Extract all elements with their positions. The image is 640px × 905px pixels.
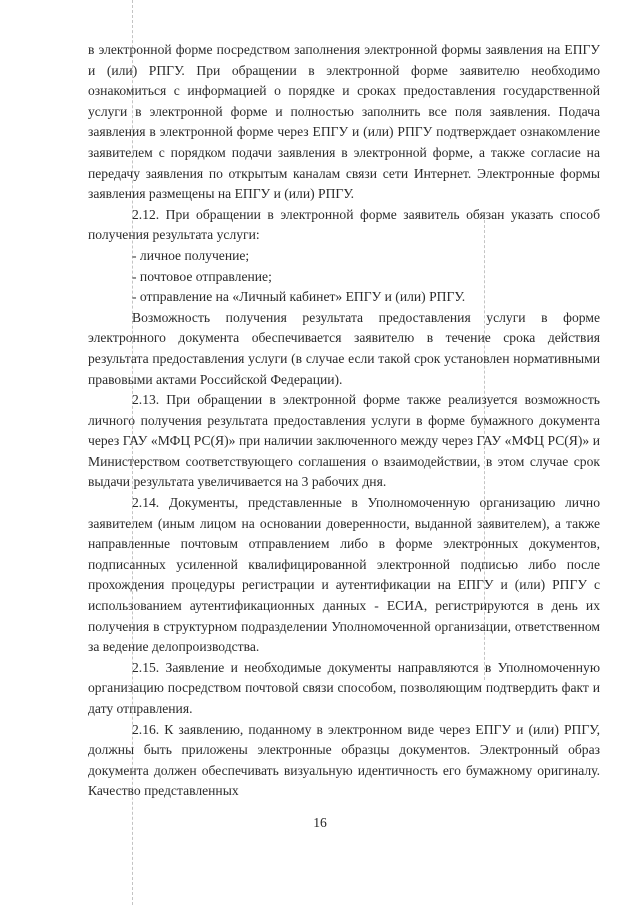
paragraph-intro: в электронной форме посредством заполнения электронной формы заявления на ЕПГУ и (или) РПГУ. При обращении в электронной форме заявителю необходимо ознакомиться с информацией о порядке и сроках предоставления государственной услуги в электронной форме и полностью заполнить все поля заявления. Подача заявления в электронной форме через ЕПГУ и (или) РПГУ подтверждает ознакомление заявителем с порядком подачи заявления в электронной форме, а также согласие на передачу заявления по открытым каналам связи сети Интернет. Электронные формы заявления размещены на ЕПГУ и (или) РПГУ. — [88, 42, 600, 202]
paragraph-2-15: 2.15. Заявление и необходимые документы направляются в Уполномоченную организацию посредством почтовой связи способом, позволяющим подтвердить факт и дату отправления. — [88, 659, 600, 716]
paragraph-2-13: 2.13. При обращении в электронной форме также реализуется возможность личного получения результата предоставления услуги в форме бумажного документа через ГАУ «МФЦ РС(Я)» при наличии заключенного между через ГАУ «МФЦ РС(Я)» и Министерством соответствующего соглашения о взаимодействии, в этом случае срок выдачи результата увеличивается на 3 рабочих дня. — [88, 392, 600, 490]
paragraph-2-14: 2.14. Документы, представленные в Уполномоченную организацию лично заявителем (иным лицом на основании доверенности, выданной заявителем), а также направленные почтовым отправлением либо в форме электронных документов, подписанных усиленной квалифицированной электронной подписью либо после прохождения процедуры регистрации и аутентификации на ЕПГУ и (или) РПГУ с использованием аутентификационных данных - ЕСИА, регистрируются в день их получения в структурном подразделении Уполномоченной организации, ответственном за ведение делопроизводства. — [88, 495, 600, 655]
page-number: 16 — [313, 815, 327, 830]
document-body — [88, 40, 600, 802]
paragraph-2-16: 2.16. К заявлению, поданному в электронном виде через ЕПГУ и (или) РПГУ, должны быть приложены электронные образцы документов. Электронный образ документа должен обеспечивать визуальную идентичность его бумажному оригиналу. Качество представленных — [88, 721, 600, 799]
paragraph-2-12: 2.12. При обращении в электронной форме заявитель обязан указать способ получения результата услуги: — [88, 206, 600, 243]
list-item-post: - почтовое отправление; — [132, 268, 272, 284]
list-item-cabinet: - отправление на «Личный кабинет» ЕПГУ и (или) РПГУ. — [132, 289, 466, 305]
list-item-personal: - личное получение; — [132, 247, 250, 263]
paragraph-electronic-result: Возможность получения результата предоставления услуги в форме электронного документа обеспечивается заявителю в течение срока действия результата предоставления услуги (в случае если такой срок установлен нормативными правовыми актами Российской Федерации). — [88, 309, 600, 387]
